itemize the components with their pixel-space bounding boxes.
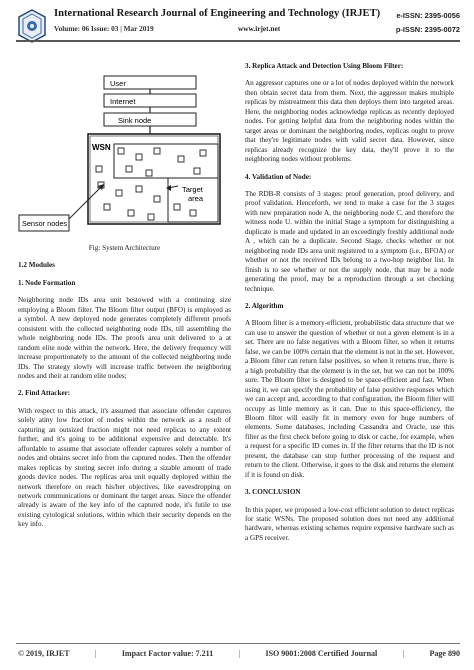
wsn-label: WSN xyxy=(92,143,111,152)
modules-heading: 1.2 Modules xyxy=(18,261,55,270)
left-column xyxy=(18,62,231,530)
find-attacker-heading: 2. Find Attacker: xyxy=(18,389,71,398)
conclusion-heading: 3. CONCLUSION xyxy=(245,488,301,497)
sensor-nodes-label: Sensor nodes xyxy=(22,219,68,228)
footer-page-number: Page 890 xyxy=(429,649,460,658)
system-architecture-figure xyxy=(18,74,231,244)
footer-impact-factor: Impact Factor value: 7.211 xyxy=(121,649,214,658)
find-attacker-text: With respect to this attack, it's assumed that associate offender captures solely atiny low fraction of nodes within the network as a result of capturing an outsized fraction might not need replicas to any extent further, and it's going to be additional expensive and detectable. It's affordable to assume that associate offender captures solely a number of nodes and obtains secret info from the captured nodes. Then the offender makes replicas by storing secret info during a sizable amount of trade goods device nodes. The replicas area unit equally deployed within the network therefore on reach his/her objectives, like eavesdropping on network communications or dominant the target areas. Since the offender already is aware of the key info of the captured node, it's futile to use existing cytological solutions, within which their security depends on the key info. xyxy=(18,406,231,529)
validation-text: The RDB-R consists of 3 stages: proof generation, proof delivery, and proof validation. Henceforth, we tend to make a case for the 3 stages with new preparation node A, the neighboring node C, and therefore the witness node U. within the initial Stage a symptom for distinguishing a duplicate is made and updated in an exceedingly freshly additional node A , which can be a duplicate. Second Stage, checks whether or not neighboring node IDs area unit registered to a symptom (i.e., BFOA) or whether or not the received IDs belong to a two-hop neighbor list. In finish is to see whether or not the supply node, that may be a node generating the proof, may be a reproduction through a set checking technique. xyxy=(245,189,454,293)
figure-caption: Fig: System Architecture xyxy=(88,244,161,252)
volume-issue: Volume: 06 Issue: 03 | Mar 2019 xyxy=(54,24,154,33)
conclusion-text: In this paper, we proposed a low-cost efficient solution to detect replicas for static WSNs. The proposed solution does not need any additional hardware, whereas existing schemes require expensive hardware such as a GPS receiver. xyxy=(245,505,454,542)
journal-title: International Research Journal of Engineering and Technology (IRJET) xyxy=(54,8,381,19)
eissn: e-ISSN: 2395-0056 xyxy=(396,11,460,20)
replica-attack-text: An aggressor captures one or a lot of nodes deployed within the network then obtain secret data from them. Next, the aggressor makes multiple replicas by mistreatment this data then deploys them into targeted areas. Here, the neighboring nodes acknowledge replicas as recently deployed nodes. For getting helpful data from the neighboring nodes within the target areas or dominant the neighboring nodes, replicas ought to prove that they're legitimate nodes with valid secret data. However, since replicas already recognize the key data, they'll prove it to the neighboring nodes without problems. xyxy=(245,79,454,164)
footer-separator: | xyxy=(94,649,97,658)
footer-iso: ISO 9001:2008 Certified Journal xyxy=(265,649,378,658)
target-area-label: Target area xyxy=(182,185,204,203)
journal-url[interactable]: www.irjet.net xyxy=(238,24,281,33)
sink-node-label: Sink node xyxy=(118,116,152,125)
footer-copyright: © 2019, IRJET xyxy=(18,649,70,658)
algorithm-heading: 2. Algorithm xyxy=(245,301,284,310)
validation-heading: 4. Validation of Node: xyxy=(245,172,312,181)
architecture-diagram xyxy=(18,74,231,244)
right-column xyxy=(245,62,454,543)
node-formation-text: Neighboring node IDs area unit bestowed with a continuing size employing a Bloom filter. The Bloom filter output (BFO) is employed as a symbol. A new deployed node generates completely different proofs consistent with the collected neighboring node IDs, till assembling the whole neighboring node IDs. The proofs area unit delivered to a at random elite node within the network. Here, the delivery frequency will increase proportionately to the amount of the collected neighboring node IDs. The strategy slowly will increase traffic between the neighboring nodes and their at random elite nodes; xyxy=(18,296,231,380)
replica-attack-heading: 3. Replica Attack and Detection Using Bloom Filter: xyxy=(245,62,404,70)
journal-header xyxy=(0,0,474,52)
node-formation-heading: 1. Node Formation xyxy=(18,278,76,287)
footer-separator: | xyxy=(402,649,405,658)
algorithm-text: A Bloom filter is a memory-efficient, probabilistic data structure that we can use to answer the question of whether or not a given element is in a set. There are no false negatives with a Bloom filter, so when it returns false, we can be 100% certain that the element is not in the set. However, a Bloom filter can return false positives, so when it returns true, there is a high probability that the element is in the set, but we can not be 100% sure. The Bloom filter is designed to be space-efficient and fast. When using it, we can specify the probability of false positive responses which we can accept and, according to that configuration, the Bloom filter will occupy as little memory as it can. Due to this space-efficiency, the Bloom filter will easily fit in memory even for huge numbers of elements. Some databases, including Cassandra and Oracle, use this filter as the first check before going to disk or cache, for example, when a request for a specific ID comes in. If the filter returns that the ID is not present, the database can stop further processing of the request and return to the client. Otherwise, it goes to the disk and returns the element if it is found on disk. xyxy=(245,319,454,479)
internet-label: Internet xyxy=(110,97,136,106)
user-label: User xyxy=(110,79,126,88)
footer-separator: | xyxy=(238,649,241,658)
pissn: p-ISSN: 2395-0072 xyxy=(395,25,460,34)
page-footer xyxy=(18,649,460,658)
footer-rule xyxy=(16,643,460,644)
header-rule xyxy=(16,40,460,42)
irjet-logo xyxy=(16,8,48,44)
issn-block xyxy=(396,9,460,37)
